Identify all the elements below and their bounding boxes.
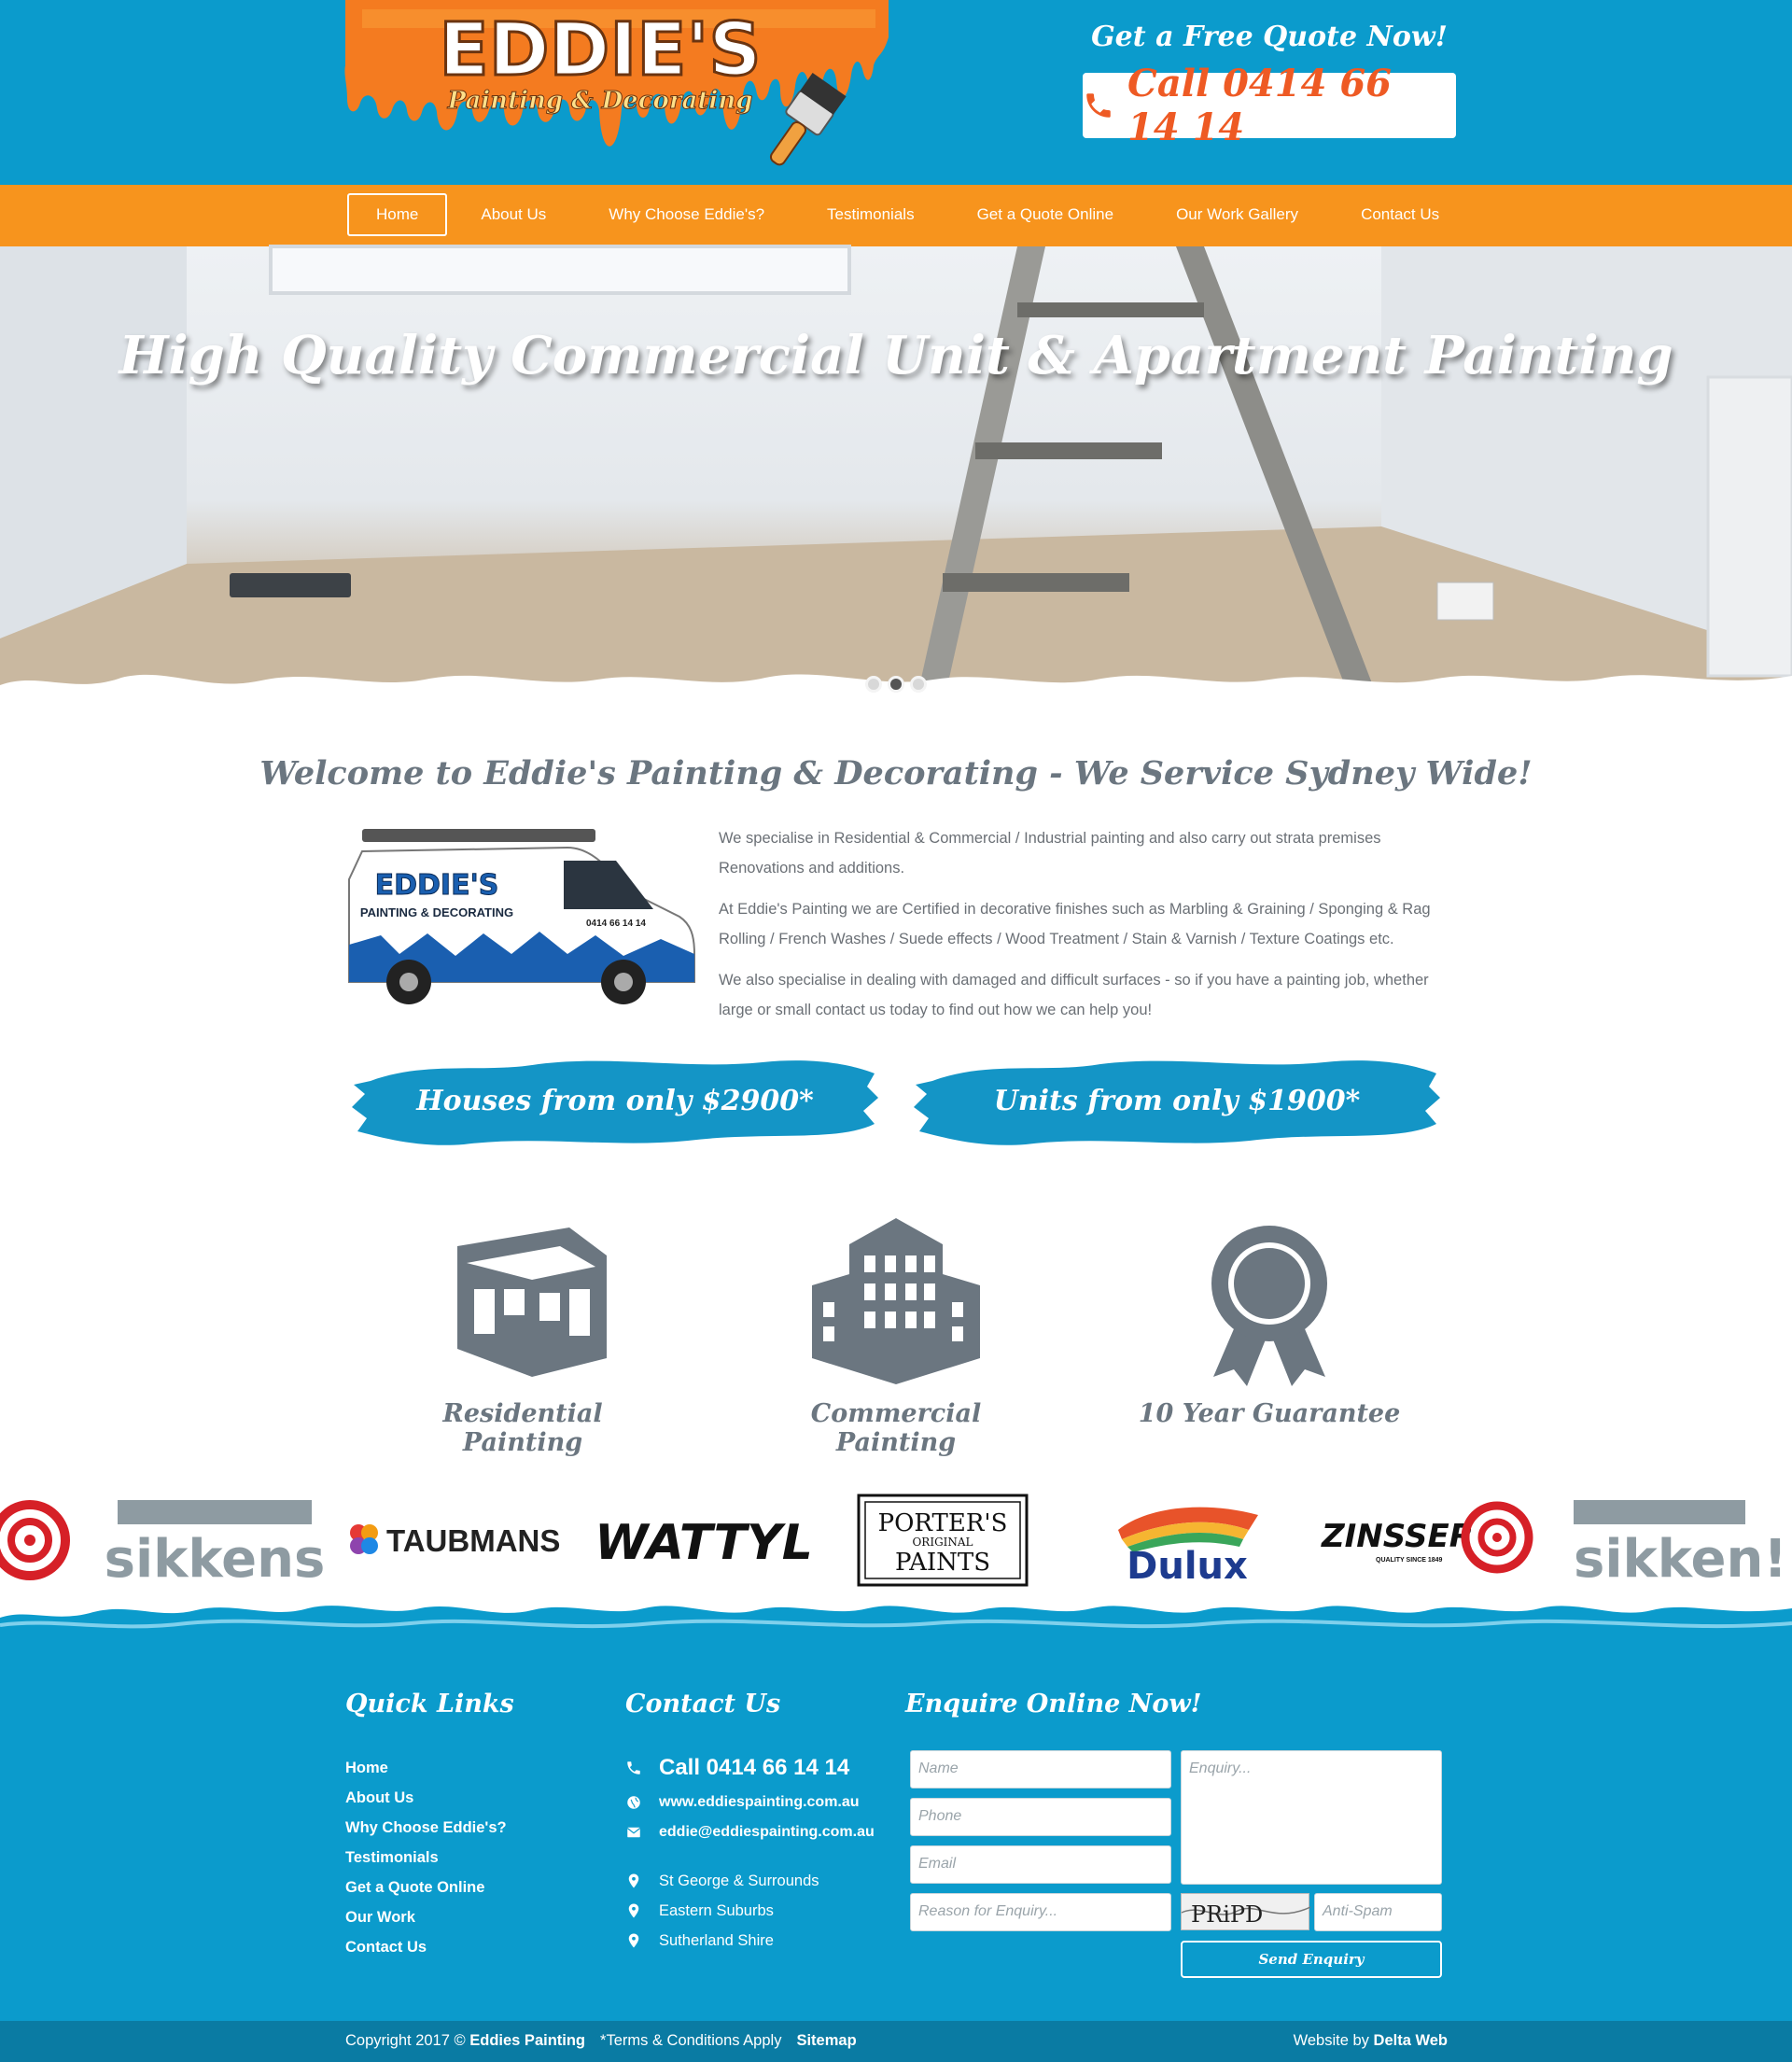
enquiry-textarea[interactable]: Enquiry... bbox=[1181, 1750, 1442, 1885]
nav-why-choose[interactable]: Why Choose Eddie's? bbox=[609, 205, 765, 223]
feature-residential-label: Residential Painting bbox=[442, 1399, 603, 1457]
site-header bbox=[0, 0, 1792, 185]
terms-note: *Terms & Conditions Apply bbox=[600, 2032, 782, 2049]
hero-title: High Quality Commercial Unit & Apartment Painting bbox=[119, 325, 1673, 386]
location-label: Sutherland Shire bbox=[659, 1931, 774, 1949]
company-name: Eddies Painting bbox=[469, 2032, 586, 2049]
map-pin-icon bbox=[625, 1932, 642, 1949]
logo-title: EDDIE'S bbox=[439, 8, 762, 92]
footer-website-label: www.eddiespainting.com.au bbox=[659, 1794, 860, 1810]
units-price-banner[interactable] bbox=[914, 1053, 1440, 1148]
site-logo[interactable] bbox=[343, 0, 894, 174]
building-icon bbox=[803, 1218, 989, 1386]
brand-taubmans-logo bbox=[345, 1489, 569, 1592]
feature-residential[interactable] bbox=[383, 1218, 663, 1457]
phone-icon bbox=[625, 1760, 642, 1776]
footer-link-testimonials[interactable]: Testimonials bbox=[345, 1849, 439, 1866]
footer-website[interactable] bbox=[625, 1788, 875, 1817]
van-image bbox=[343, 823, 698, 1010]
sikkens-wordmark: sikkens bbox=[104, 1529, 326, 1590]
enquire-title: Enquire Online Now! bbox=[905, 1690, 1202, 1718]
house-icon bbox=[429, 1218, 616, 1386]
footer-link-get-quote[interactable]: Get a Quote Online bbox=[345, 1879, 485, 1896]
phone-field[interactable]: Phone bbox=[910, 1798, 1171, 1836]
porters-bottom: PAINTS bbox=[894, 1549, 991, 1577]
brand-dulux-logo bbox=[1109, 1489, 1277, 1592]
footer-link-our-work[interactable]: Our Work bbox=[345, 1909, 415, 1926]
free-quote-heading: Get a Free Quote Now! bbox=[1091, 21, 1448, 53]
brand-porters-logo bbox=[857, 1489, 1029, 1592]
call-button[interactable] bbox=[1083, 62, 1456, 149]
antispam-field[interactable]: Anti-Spam bbox=[1314, 1893, 1442, 1931]
van-phone: 0414 66 14 14 bbox=[586, 919, 646, 929]
location-label: Eastern Suburbs bbox=[659, 1901, 774, 1919]
van-brand: EDDIE'S bbox=[374, 869, 499, 902]
porters-top: PORTER'S bbox=[877, 1509, 1008, 1537]
houses-price-banner[interactable] bbox=[352, 1053, 878, 1148]
envelope-icon bbox=[625, 1824, 642, 1841]
credit-link[interactable]: Delta Web bbox=[1373, 2032, 1448, 2049]
bottom-bar bbox=[0, 2021, 1792, 2062]
footer-email[interactable] bbox=[625, 1817, 875, 1847]
footer-link-about[interactable]: About Us bbox=[345, 1789, 414, 1806]
nav-home[interactable]: Home bbox=[347, 193, 447, 236]
nav-contact-us[interactable]: Contact Us bbox=[1361, 205, 1440, 223]
slider-dots bbox=[865, 676, 927, 693]
welcome-paragraph-3: We also specialise in dealing with damaged and difficult surfaces - so if you have a painting job, whether large or small contact us today to find out how we can help you! bbox=[719, 972, 1429, 1018]
footer-email-label: eddie@eddiespainting.com.au bbox=[659, 1824, 875, 1840]
slider-dot-1[interactable] bbox=[865, 676, 882, 693]
contact-block bbox=[625, 1748, 875, 1956]
nav-testimonials[interactable]: Testimonials bbox=[827, 205, 915, 223]
map-pin-icon bbox=[625, 1873, 642, 1889]
name-field[interactable]: Name bbox=[910, 1750, 1171, 1788]
award-ribbon-icon bbox=[1176, 1218, 1363, 1386]
hero-slider bbox=[0, 246, 1792, 708]
logo-subtitle: Painting & Decorating bbox=[447, 87, 753, 115]
van-subtitle: PAINTING & DECORATING bbox=[359, 905, 514, 919]
brand-carousel bbox=[49, 1489, 1787, 1592]
copyright bbox=[345, 2032, 585, 2050]
credit-prefix: Website by bbox=[1293, 2032, 1369, 2049]
nav-work-gallery[interactable]: Our Work Gallery bbox=[1176, 205, 1299, 223]
zinsser-tagline: QUALITY SINCE 1849 bbox=[1376, 1557, 1443, 1564]
footer-link-contact[interactable]: Contact Us bbox=[345, 1939, 427, 1956]
brand-sikkens-logo-repeat bbox=[1574, 1489, 1787, 1592]
reason-field[interactable]: Reason for Enquiry... bbox=[910, 1893, 1171, 1931]
footer-call[interactable] bbox=[625, 1748, 875, 1788]
location-item bbox=[625, 1866, 875, 1896]
feature-commercial-label: Commercial Painting bbox=[810, 1399, 982, 1457]
footer-link-why-choose[interactable]: Why Choose Eddie's? bbox=[345, 1819, 507, 1836]
units-price-label: Units from only $1900* bbox=[993, 1085, 1361, 1117]
dulux-wordmark: Dulux bbox=[1127, 1545, 1248, 1588]
location-label: St George & Surrounds bbox=[659, 1872, 819, 1889]
send-enquiry-button[interactable]: Send Enquiry bbox=[1181, 1941, 1442, 1978]
brand-zinsser-partial bbox=[11, 1489, 86, 1592]
copyright-prefix: Copyright 2017 © bbox=[345, 2032, 466, 2049]
slider-dot-2[interactable] bbox=[888, 676, 904, 693]
site-footer bbox=[0, 1629, 1792, 2021]
captcha-image bbox=[1181, 1893, 1309, 1930]
sitemap-link[interactable]: Sitemap bbox=[796, 2032, 857, 2049]
sikkens-wordmark-repeat: sikken! bbox=[1574, 1529, 1787, 1590]
feature-guarantee-label: 10 Year Guarantee bbox=[1138, 1399, 1401, 1428]
globe-icon bbox=[625, 1794, 642, 1811]
location-item bbox=[625, 1896, 875, 1926]
brand-sikkens-logo bbox=[104, 1489, 326, 1592]
porters-mid: ORIGINAL bbox=[912, 1536, 973, 1549]
main-nav bbox=[0, 185, 1792, 246]
email-field[interactable]: Email bbox=[910, 1845, 1171, 1884]
contact-title: Contact Us bbox=[625, 1690, 781, 1718]
quick-links-title: Quick Links bbox=[345, 1690, 514, 1718]
feature-guarantee[interactable] bbox=[1129, 1218, 1409, 1428]
taubmans-wordmark: TAUBMANS bbox=[386, 1523, 561, 1558]
welcome-paragraph-1: We specialise in Residential & Commercial / Industrial painting and also carry out strata premises Renovations and additions. bbox=[719, 830, 1381, 877]
welcome-text bbox=[719, 823, 1456, 1036]
welcome-title: Welcome to Eddie's Painting & Decorating - We Service Sydney Wide! bbox=[259, 754, 1533, 793]
zinsser-wordmark: ZINSSER bbox=[1322, 1518, 1474, 1555]
phone-icon bbox=[1083, 90, 1114, 121]
call-label: Call 0414 66 14 14 bbox=[1127, 62, 1392, 149]
nav-about-us[interactable]: About Us bbox=[481, 205, 547, 223]
brand-zinsser-logo bbox=[1320, 1489, 1534, 1592]
footer-link-home[interactable]: Home bbox=[345, 1760, 388, 1776]
wattyl-wordmark: WATTYL bbox=[595, 1515, 813, 1571]
nav-get-quote[interactable]: Get a Quote Online bbox=[976, 205, 1114, 223]
footer-call-label: Call 0414 66 14 14 bbox=[659, 1755, 850, 1780]
houses-price-label: Houses from only $2900* bbox=[416, 1085, 814, 1117]
brand-wattyl-logo bbox=[592, 1489, 816, 1592]
slider-dot-3[interactable] bbox=[910, 676, 927, 693]
footer-splash-edge bbox=[0, 1592, 1792, 1648]
site-credit bbox=[1294, 2032, 1448, 2050]
welcome-paragraph-2: At Eddie's Painting we are Certified in decorative finishes such as Marbling & Graining / Sponging & Rag Rolling / French Washes / Suede effects / Wood Treatment / Stain & Varnish / Texture Coatings etc. bbox=[719, 901, 1431, 947]
quick-links-list bbox=[345, 1753, 507, 1962]
feature-commercial[interactable] bbox=[756, 1218, 1036, 1457]
location-item bbox=[625, 1926, 875, 1956]
captcha-text: PRiPD bbox=[1191, 1901, 1264, 1928]
map-pin-icon bbox=[625, 1902, 642, 1919]
hero-room-image bbox=[0, 246, 1792, 708]
